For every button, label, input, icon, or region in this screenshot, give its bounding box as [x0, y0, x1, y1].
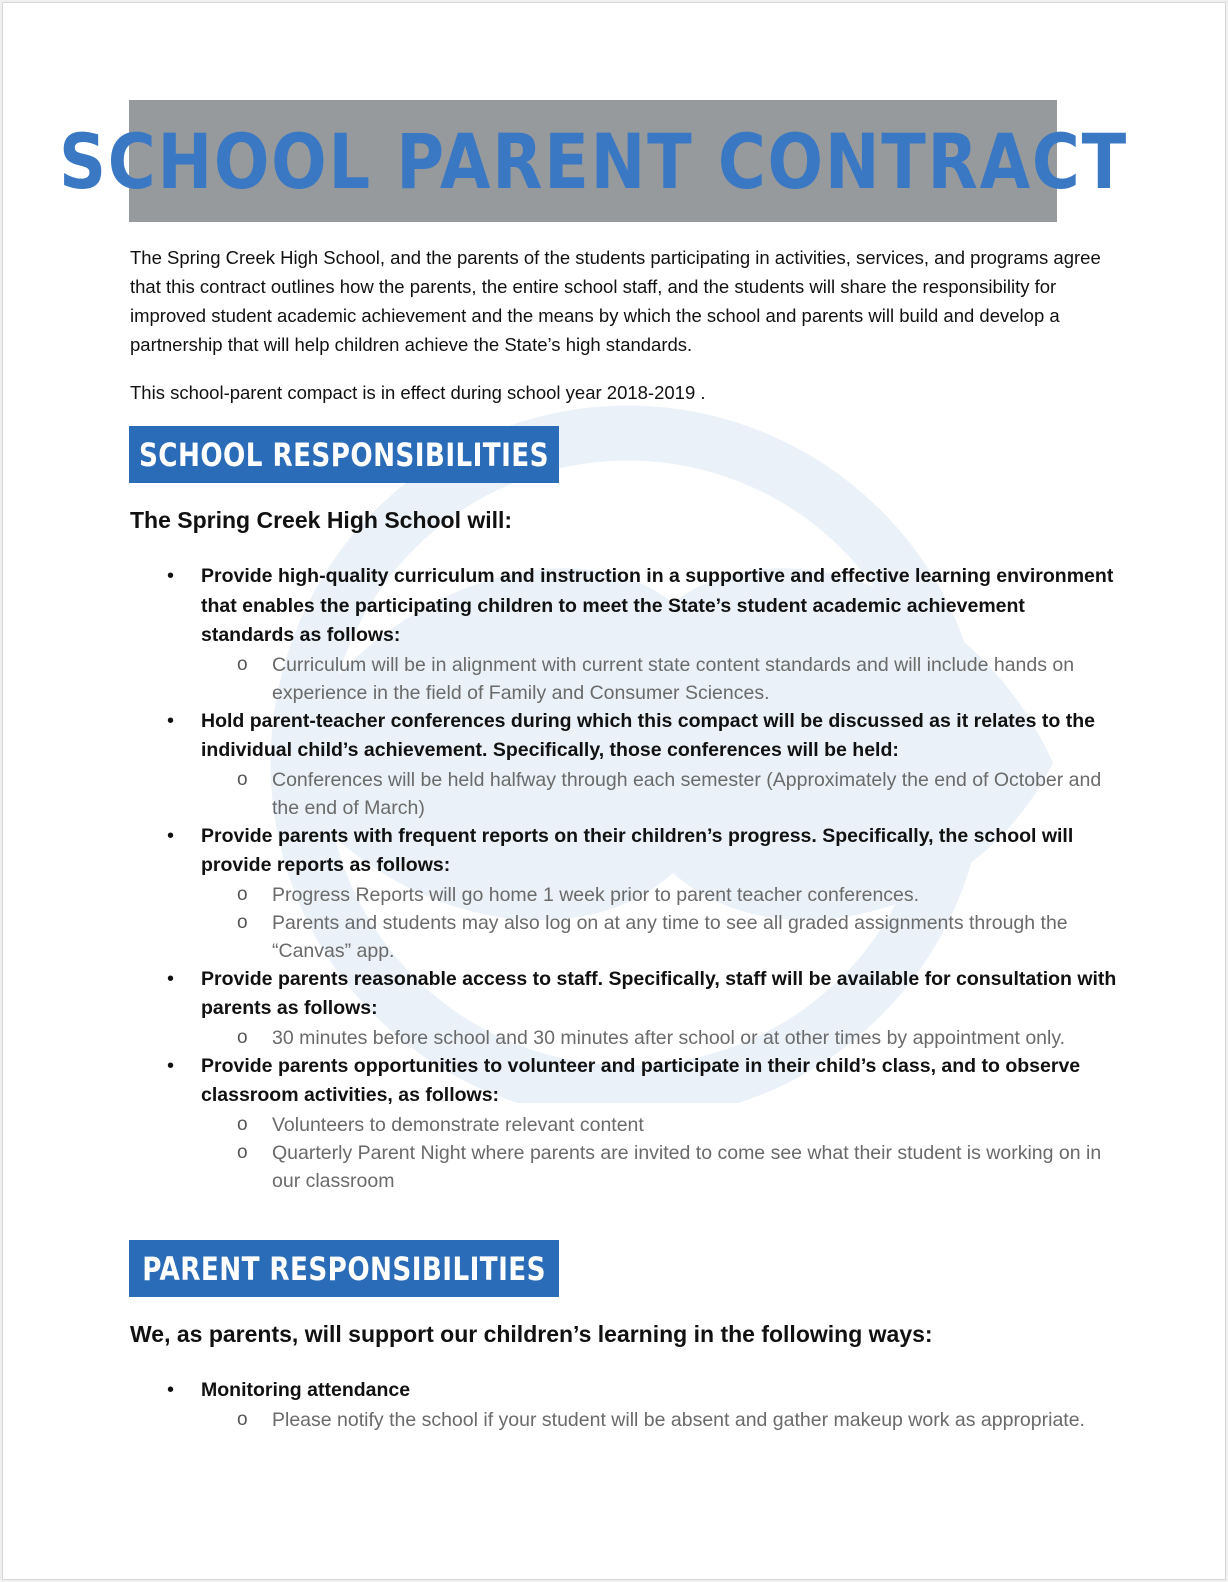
sub-bullet-marker: o [237, 1113, 248, 1135]
list-item: • Monitoring attendance o Please notify the school if your student will be absent and gather makeup work as appropriate. [163, 1376, 1123, 1434]
bullet-marker: • [167, 709, 175, 732]
sub-bullet-marker: o [237, 768, 248, 790]
sub-list-item: o Progress Reports will go home 1 week prior to parent teacher conferences. [163, 881, 1123, 909]
school-section-heading: SCHOOL RESPONSIBILITIES [139, 435, 549, 474]
sub-bullet-marker: o [237, 653, 248, 675]
sub-bullet-marker: o [237, 1141, 248, 1163]
school-section-intro: The Spring Creek High School will: [130, 507, 513, 533]
bullet-marker: • [167, 1379, 175, 1401]
list-item: • Hold parent-teacher conferences during which this compact will be discussed as it relates to the individual child’s achievement. Specifically, those conferences will be held: o Conferences will be held halfway through each semester (Approximately the end of October and the end of March) [163, 707, 1123, 822]
bullet-marker: • [167, 565, 175, 587]
parent-section-intro: We, as parents, will support our children’s learning in the following ways: [130, 1321, 933, 1347]
sub-bullet-marker: o [237, 883, 248, 905]
sub-bullet-marker: o [237, 1408, 248, 1430]
parent-responsibilities-list [163, 1376, 1123, 1434]
bullet-marker: • [167, 967, 175, 990]
school-responsibilities-banner [129, 426, 559, 483]
sub-list-item: o Quarterly Parent Night where parents are invited to come see what their student is working on in our classroom [163, 1139, 1123, 1195]
title-banner [58, 100, 1128, 222]
bullet-marker: • [167, 1054, 175, 1077]
sub-list-item: o Please notify the school if your student will be absent and gather makeup work as appropriate. [163, 1406, 1123, 1434]
sub-list-item: o Parents and students may also log on at any time to see all graded assignments through the “Canvas” app. [163, 909, 1123, 965]
intro-paragraph: The Spring Creek High School, and the parents of the students participating in activities, services, and programs agree that this contract outlines how the parents, the entire school staff, and the students will share the responsibility for improved student academic achievement and the means by which the school and parents will build and develop a partnership that will help children achieve the State’s high standards. [130, 247, 1101, 355]
sub-list-item: o Volunteers to demonstrate relevant content [163, 1111, 1123, 1139]
parent-section-heading: PARENT RESPONSIBILITIES [142, 1249, 546, 1288]
effect-note: This school-parent compact is in effect during school year 2018-2019 . [130, 382, 706, 403]
sub-list-item: o Conferences will be held halfway through each semester (Approximately the end of October and the end of March) [163, 766, 1123, 822]
sub-bullet-marker: o [237, 1026, 248, 1048]
document-page [2, 2, 1226, 1580]
parent-responsibilities-banner [129, 1240, 559, 1297]
list-item: • Provide high-quality curriculum and instruction in a supportive and effective learning environment that enables the participating children to meet the State’s student academic achievement standards as follows: o Curriculum will be in alignment with current state content standards and will include hands on experience in the field of Family and Consumer Sciences. [163, 562, 1123, 707]
document-title: SCHOOL PARENT CONTRACT [58, 116, 1128, 206]
sub-list-item: o Curriculum will be in alignment with current state content standards and will include hands on experience in the field of Family and Consumer Sciences. [163, 651, 1123, 707]
list-item: • Provide parents with frequent reports on their children’s progress. Specifically, the school will provide reports as follows: o Progress Reports will go home 1 week prior to parent teacher conferences. o Parents and students may also log on at any time to see all graded assignments through the “Canvas” app. [163, 822, 1123, 965]
list-item: • Provide parents opportunities to volunteer and participate in their child’s class, and to observe classroom activities, as follows: o Volunteers to demonstrate relevant content o Quarterly Parent Night where parents are invited to come see what their student is working on in our classroom [163, 1052, 1123, 1195]
list-item: • Provide parents reasonable access to staff. Specifically, staff will be available for consultation with parents as follows: o 30 minutes before school and 30 minutes after school or at other times by appointment only. [163, 965, 1123, 1052]
school-responsibilities-list [163, 562, 1123, 1195]
bullet-marker: • [167, 824, 175, 847]
sub-list-item: o 30 minutes before school and 30 minutes after school or at other times by appointment only. [163, 1024, 1123, 1052]
sub-bullet-marker: o [237, 911, 248, 933]
